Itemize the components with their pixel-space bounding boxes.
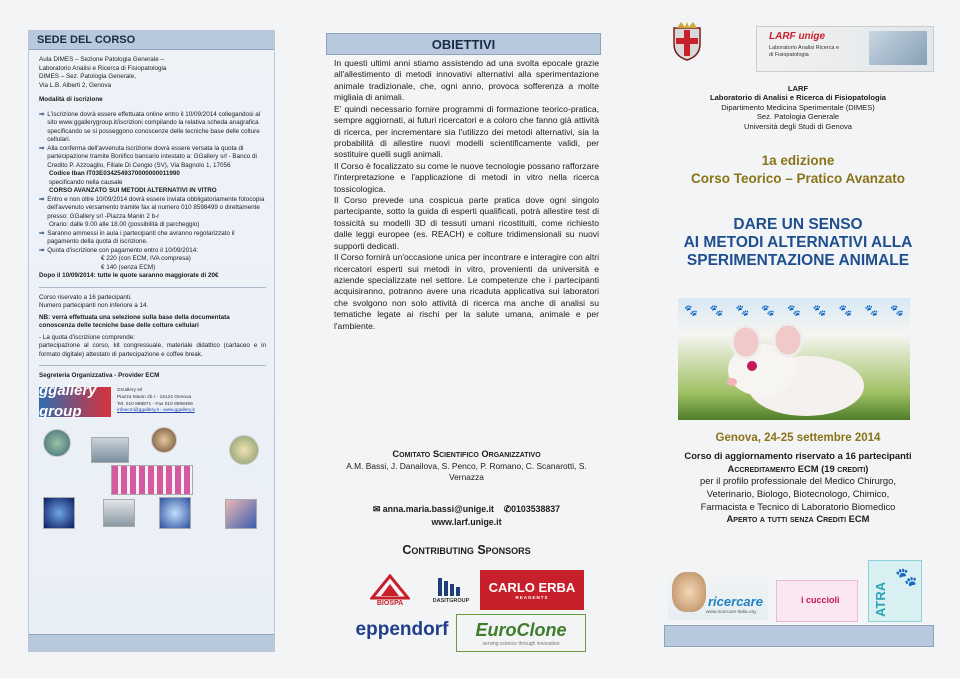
mod-item: ⇒ Quota d'iscrizione con pagamento entro il 10/09/2014: <box>39 246 198 254</box>
riservato: Corso riservato a 16 partecipanti. <box>39 293 132 301</box>
iban: Codice Iban IT03E0342549370000000011990 <box>49 170 180 177</box>
edition-block <box>664 152 932 188</box>
cell-image <box>151 427 177 453</box>
cuccioli-logo: i cuccioli <box>776 580 858 622</box>
nb-note: NB: verrà effettuata una selezione sulla base della documentata conoscenza delle tecniche base delle colture cellulari <box>39 313 230 329</box>
course-date: Genova, 24-25 settembre 2014 <box>715 432 881 444</box>
email-icon: ✉ <box>372 504 381 514</box>
sponsors-title: Contributing Sponsors <box>402 543 531 557</box>
atra-logo: ATRA 🐾 <box>868 560 922 622</box>
rat-illustration <box>718 320 878 416</box>
edition: 1a edizione <box>761 153 835 168</box>
venue-address: Aula DIMES – Sezione Patologia Generale – Laboratorio Analisi e Ricerca di Fisiopatologia DIMES – Sez. Patologia Generale, Via L.B. Alberti 2, Genova <box>39 56 167 89</box>
mod-item: ⇒ Saranno ammessi in aula i partecipanti che avranno regolarizzato il pagamento della quota di iscrizione. <box>39 229 235 245</box>
email-link[interactable]: anna.maria.bassi@unige.it <box>382 504 494 514</box>
venue-box <box>28 30 275 652</box>
ecm-credits: Accreditamento ECM (19 crediti) <box>727 462 869 474</box>
cover-logos <box>664 20 932 80</box>
organization-header: LARF Laboratorio di Analisi e Ricerca di Fisiopatologia Dipartimento Medicina Sperimentale (DIMES) Sez. Patologia Generale Università degli Studi di Genova <box>709 84 887 131</box>
causale-text: CORSO AVANZATO SUI METODI ALTERNATIVI IN VITRO <box>49 187 217 194</box>
multiwell-plate <box>111 465 193 495</box>
price-note: Dopo il 10/09/2014: tutte le quote saranno maggiorate di 20€ <box>39 272 219 279</box>
price-with-ecm: € 220 (con ECM, IVA compresa) <box>101 255 191 262</box>
mod-item: ⇒ Alla conferma dell'avvenuta iscrizione dovrà essere versata la quota di partecipazione tramite Bonifico bancario intestato a: GGallery srl - Banco di Credito P. Azzoaglio, Filiale Di Cengio (SV), Via Bagnolo 1, 17056 <box>39 144 257 169</box>
lab-photo <box>91 437 129 463</box>
orario: Orario: dalle 9.00 alle 18.00 (possibilità di parcheggio) <box>49 221 200 228</box>
ricercare-logo: ricercare www.ricercare-italia.org <box>668 562 768 620</box>
objectives-paragraph: Il Corso è focalizzato su come le nuove tecnologie possano rafforzare l'interpretazione e l'applicazione di metodi in vitro nella ricerca tossicologica. <box>334 160 599 194</box>
committee-title: Comitato Scientifico Organizzativo <box>392 448 541 459</box>
divider <box>39 287 266 288</box>
quota-text: partecipazione al corso, kit congressuale, materiale didattico (cartaceo e in formato digitale) attestato di partecipazione e coffee break. <box>39 342 266 358</box>
website-link[interactable]: www.larf.unige.it <box>431 516 502 527</box>
university-crest-icon <box>672 22 702 62</box>
panel-venue <box>0 0 320 678</box>
carloerba-logo: CARLO ERBA REAGENTS <box>480 570 584 610</box>
puppy-image <box>672 572 706 612</box>
biospa-logo: BIOSPA <box>364 568 416 612</box>
committee-names: A.M. Bassi, J. Danailova, S. Penco, P. Romano, C. Scanarotti, S. Vernazza <box>346 460 587 483</box>
objectives-paragraph: Il Corso fornirà un'occasione unica per incontrare e interagire con altri ricercatori esperti sui metodi in vitro, provenienti da università e aziende specializzate nel settore. Le competenze che i partecipanti acquisiranno, potranno avere una ricaduta applicativa sui laboratori che svolgono non solo attività di ricerca ma anche di analisi su tematiche legate ai rischi per la salute umana, animale e per l'ambiente. <box>334 252 599 331</box>
cell-image <box>225 499 257 529</box>
biospa-icon <box>370 574 410 600</box>
objectives-paragraph: E' quindi necessario fornire programmi di formazione teorico-pratica, sempre aggiornati, ai futuri ricercatori e a coloro che fanno già attività di ricerca, per incrementare sia l'utilizzo dei metodi alternativi, sia la probabilità di allestire nuovi modelli scientificamente validi, per sostituire quelli sugli animali. <box>334 103 599 160</box>
mod-title: Modalità di iscrizione <box>39 96 103 103</box>
objectives-paragraph: In questi ultimi anni stiamo assistendo ad una svolta epocale grazie all'allestimento di metodi innovativi alternativi alla sperimentazione animale tradizionale, che, ogni anno, provoca sofferenza a molte migliaia di animali. <box>334 58 599 103</box>
cell-image <box>229 435 259 465</box>
course-title: DARE UN SENSO AI METODI ALTERNATIVI ALLA SPERIMENTAZIONE ANIMALE <box>683 216 913 269</box>
dasit-logo: DASITGROUP <box>424 570 478 610</box>
mod-item: ⇒ L'iscrizione dovrà essere effettuata online entro il 10/09/2014 collegandosi al sito www.ggallerygroup.it/iscrizioni compilando la relativa scheda anagrafica specificando se si posseggono conoscenze delle tecniche base delle colture cellulari. <box>39 110 261 143</box>
larf-logo: LARF unige Laboratorio Analisi Ricerca e di Fisiopatologia <box>756 26 934 72</box>
venue-title: SEDE DEL CORSO <box>29 31 274 50</box>
fluorescence-image <box>43 497 75 529</box>
ggallery-contacts-link[interactable]: infoecm@ggallery.it - www.ggallery.it <box>117 408 195 414</box>
course-type: Corso Teorico – Pratico Avanzato <box>690 171 906 187</box>
ggallery-logo: ggallery group <box>39 387 111 417</box>
paw-prints-strip: 🐾 🐾 🐾 🐾 🐾 🐾 🐾 🐾 🐾 <box>684 305 904 317</box>
euroclone-logo: EuroClone serving science through innovation <box>456 614 586 652</box>
panel-cover <box>640 0 960 678</box>
causale-label: specificando nella causale <box>49 178 123 186</box>
lab-photo <box>103 499 135 527</box>
objectives-paragraph: Il Corso prevede una cospicua parte pratica dove ogni singolo partecipante, sotto la guida di esperti qualificati, potrà allestire test di tossicità su modelli 3D di tessuti umani ricostituiti, come richiesto dalle leggi europee (es. REACH) e colture tridimensionali su nuovi supporti dedicati. <box>334 195 599 251</box>
lab-glassware-image <box>869 31 927 65</box>
objectives-text <box>334 58 599 332</box>
ggallery-logo-block: ggallery group GGallery srl Piazza Manin 2b r - 16122 Genova Tel. 010 888871 - Fax 010 8598499 infoecm@ggallery.it - www.ggallery.it <box>39 382 195 420</box>
paw-icon: 🐾 <box>895 567 918 587</box>
panel-objectives <box>320 0 640 678</box>
dasit-icon <box>436 576 466 598</box>
committee <box>334 448 599 483</box>
lab-images-collage <box>39 427 266 537</box>
cell-image <box>159 497 191 529</box>
phone-number: 0103538837 <box>511 504 561 514</box>
venue-footer-bar <box>29 634 274 651</box>
white-rat-photo <box>678 298 910 420</box>
divider <box>39 365 266 366</box>
contacts <box>334 503 599 529</box>
mod-item: ⇒ Entro e non oltre 10/09/2014 dovrà essere inviata obbligatoriamente fotocopia dell'avvenuto versamento tramite fax al numero 010 8598499 o direttamente presso: GGallery srl -Piazza Manin 2 b-r <box>39 195 265 220</box>
quota-title: - La quota d'iscrizione comprende: <box>39 333 136 341</box>
eppendorf-logo: eppendorf <box>355 619 449 640</box>
price-without-ecm: € 140 (senza ECM) <box>101 263 156 271</box>
objectives-title: OBIETTIVI <box>326 33 601 55</box>
phone-icon: ✆ <box>503 504 512 514</box>
minimo: Numero partecipanti non inferiore a 14. <box>39 302 149 309</box>
cell-image <box>43 429 71 457</box>
segreteria: Segreteria Organizzativa - Provider ECM <box>39 372 160 379</box>
course-info: Genova, 24-25 settembre 2014 Corso di aggiornamento riservato a 16 partecipanti Accreditamento ECM (19 crediti) per il profilo professionale del Medico Chirurgo, Veterinario, Biologo, Biotecnologo, Chimico, Farmacista e Tecnico di Laboratorio Biomedico Aperto a tutti senza Crediti ECM <box>664 432 932 526</box>
cover-footer-bar <box>664 625 934 647</box>
